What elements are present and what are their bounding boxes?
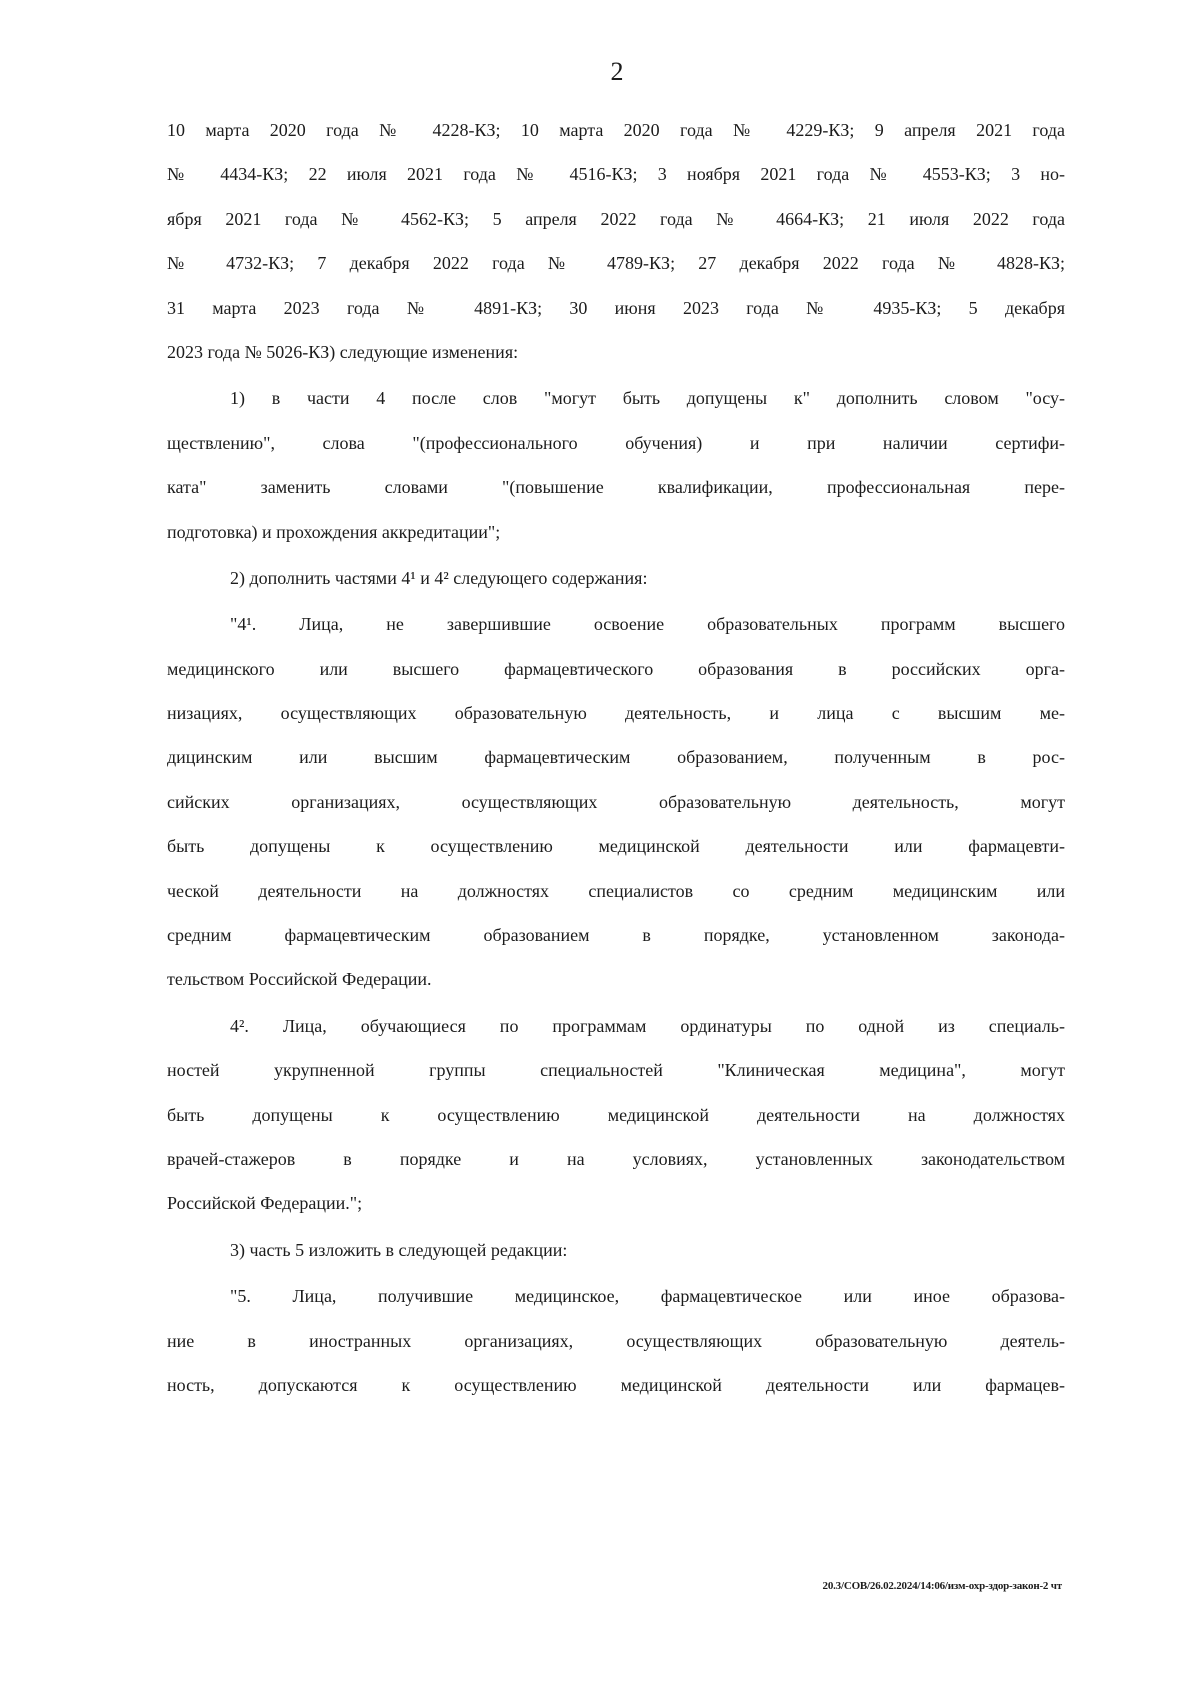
text-line: сийских организациях, осуществляющих образовательную деятельность, могут (167, 791, 1065, 812)
document-body (167, 108, 1065, 1409)
paragraph (167, 376, 1065, 554)
text-line: 10 марта 2020 года № 4228-КЗ; 10 марта 2020 года № 4229-КЗ; 9 апреля 2021 года (167, 120, 1065, 140)
text-line: низациях, осуществляющих образовательную деятельность, и лица с высшим ме- (167, 703, 1065, 724)
text-line: быть допущены к осуществлению медицинской деятельности или фармацевти- (167, 836, 1065, 857)
text-line: "5. Лица, получившие медицинское, фармацевтическое или иное образова- (230, 1286, 1065, 1307)
text-line: ностей укрупненной группы специальностей "Клиническая медицина", могут (167, 1060, 1065, 1081)
text-line: ября 2021 года № 4562-КЗ; 5 апреля 2022 года № 4664-КЗ; 21 июля 2022 года (167, 208, 1065, 229)
text-line: дицинским или высшим фармацевтическим образованием, полученным в рос- (167, 747, 1065, 768)
page-number: 2 (610, 57, 624, 86)
text-line: 2) дополнить частями 4¹ и 4² следующего содержания: (230, 567, 648, 588)
text-line: № 4434-КЗ; 22 июля 2021 года № 4516-КЗ; 3 ноября 2021 года № 4553-КЗ; 3 но- (167, 164, 1065, 185)
text-line: 31 марта 2023 года № 4891-КЗ; 30 июня 2023 года № 4935-КЗ; 5 декабря (167, 297, 1065, 318)
paragraph (167, 556, 1065, 600)
text-line: "4¹. Лица, не завершившие освоение образовательных программ высшего (230, 614, 1065, 635)
text-line: ката" заменить словами "(повышение квалификации, профессиональная пере- (167, 477, 1065, 498)
text-line: 1) в части 4 после слов "могут быть допущены к" дополнить словом "осу- (230, 388, 1065, 409)
paragraph (167, 1228, 1065, 1272)
paragraph (167, 108, 1065, 374)
document-footer-code: 20.3/СОВ/26.02.2024/14:06/изм-охр-здор-закон-2 чт (822, 1580, 1062, 1592)
text-line: врачей-стажеров в порядке и на условиях, установленных законодательством (167, 1148, 1065, 1169)
text-line: № 4732-КЗ; 7 декабря 2022 года № 4789-КЗ; 27 декабря 2022 года № 4828-КЗ; (167, 253, 1065, 274)
text-line: ществлению", слова "(профессионального обучения) и при наличии сертифи- (167, 432, 1065, 453)
paragraph (167, 1004, 1065, 1226)
text-line: ческой деятельности на должностях специалистов со средним медицинским или (167, 880, 1065, 901)
text-line: ние в иностранных организациях, осуществляющих образовательную деятель- (167, 1330, 1065, 1351)
text-line: Российской Федерации."; (167, 1193, 363, 1214)
text-line: средним фармацевтическим образованием в порядке, установленном законода- (167, 925, 1065, 946)
text-line: 3) часть 5 изложить в следующей редакции: (230, 1239, 568, 1260)
text-line: тельством Российской Федерации. (167, 969, 432, 990)
text-line: 4². Лица, обучающиеся по программам ординатуры по одной из специаль- (230, 1015, 1065, 1036)
paragraph (167, 602, 1065, 1002)
text-line: ность, допускаются к осуществлению медицинской деятельности или фармацев- (167, 1374, 1065, 1395)
text-line: быть допущены к осуществлению медицинской деятельности на должностях (167, 1104, 1065, 1125)
text-line: подготовка) и прохождения аккредитации"; (167, 521, 501, 542)
text-line: медицинского или высшего фармацевтического образования в российских орга- (167, 658, 1065, 679)
text-line: 2023 года № 5026-КЗ) следующие изменения: (167, 341, 519, 362)
paragraph (167, 1274, 1065, 1407)
